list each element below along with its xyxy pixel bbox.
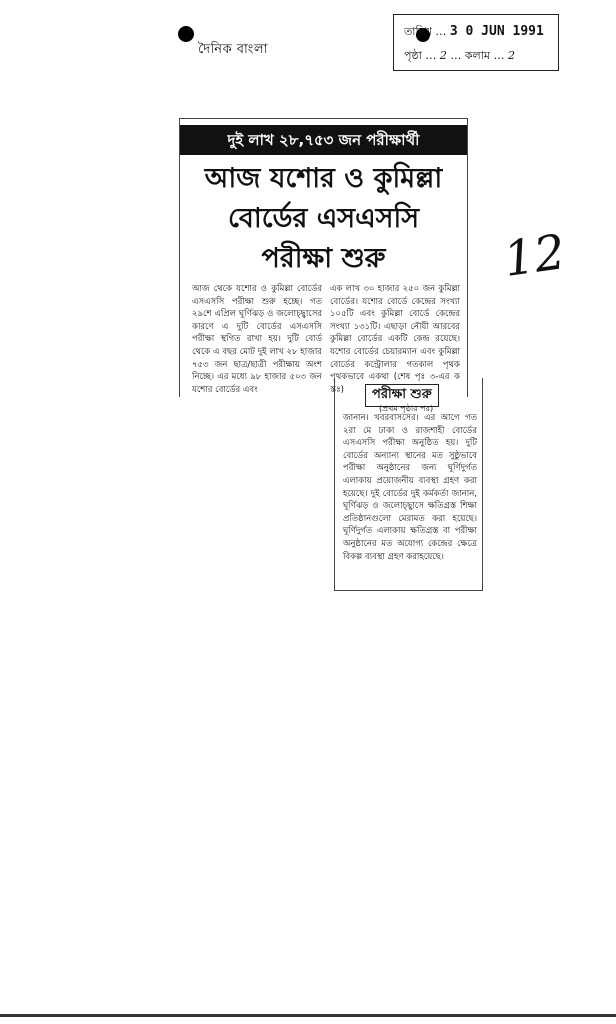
article-column-1: আজ থেকে যশোর ও কুমিল্লা বোর্ডের এসএসসি পরীক্ষা শুরু হচ্ছে। গত ২৯শে এপ্রিল ঘূর্ণিঝড় ও জলোচ্ছ্বাসের কারণে এ দুটি বোর্ডের এসএসসি পরীক্ষা স্থগিত রাখা হয়। দুটি বোর্ড থেকে এ বছর মোট দুই লাখ ২৮ হাজার ৭৫৩ জন ছাত্র/ছাত্রী পরীক্ষায় অংশ নিচ্ছে। এর মধ্যে ৯৮ হাজার ৫০৩ জন যশোর বোর্ডের এবং <box>192 284 322 395</box>
stamp-page-row: পৃষ্ঠা … 2 … কলাম … 2 <box>404 49 516 62</box>
date-stamp <box>393 14 559 71</box>
scan-edge <box>0 1014 616 1017</box>
headline-line-1: আজ যশোর ও কুমিল্লা <box>204 163 443 194</box>
stamp-date-row: তারিখ … 3 0 JUN 1991 <box>404 24 544 39</box>
headline-line-2: বোর্ডের এসএসসি <box>227 203 420 234</box>
article-column-2-text: এক লাখ ৩০ হাজার ২৫০ জন কুমিল্লা বোর্ডের। যশোর বোর্ডে কেন্দ্রের সংখ্যা ১০৫টি এবং কুমিল্লা বোর্ডে কেন্দ্রের সংখ্যা ১৩১টি। এছাড়া নৌযী আরবের কুমিল্লা বোর্ডের একটি কেন্দ্র রয়েছে। যশোর বোর্ডের চেয়ারম্যান এবং কুমিল্লা বোর্ডের কন্ট্রোলার গতকাল পৃথক পৃথকভাবে একথা <box>330 284 460 383</box>
stamp-column: 2 <box>508 49 516 62</box>
continuation-clipping <box>334 378 483 591</box>
continuation-body: জানান। খবরবাসসের। এর আগে গত ২রা মে ঢাকা ও রাজশাহী বোর্ডের এসএসসি পরীক্ষা অনুষ্ঠিত হয়। দুটি বোর্ডের অন্যান্য স্থানের মত সুষ্ঠুভাবে পরীক্ষা অনুষ্ঠানের জন্য ঘূর্ণিদুর্গত এলাকায় প্রয়োজনীয় ব্যবস্থা গ্রহণ করা হয়েছে। দুই বোর্ডের দুই কর্মকর্তা জানান, ঘূর্ণিঝড় ও জলোচ্ছ্বাসে ক্ষতিগ্রস্ত শিক্ষা প্রতিষ্ঠানগুলো মেরামত করা হয়েছে। ঘূর্ণিদুর্গত এলাকায় ক্ষতিগ্রস্ত বা পরীক্ষা অনুষ্ঠানের মত অযোগ্য কেন্দ্রের ক্ষেত্রে বিকল্প ব্যবস্থা গ্রহণ করাহয়েছে। <box>343 413 477 562</box>
stamp-date-label: তারিখ <box>404 25 432 38</box>
headline-line-3: পরীক্ষা শুরু <box>261 243 386 274</box>
stamp-column-label: কলাম <box>464 49 491 62</box>
stamp-page-label: পৃষ্ঠা <box>404 49 422 62</box>
handwritten-margin-number: 12 <box>500 224 569 288</box>
continued-note: (শেষ পৃঃ ৩-এর ক স্তঃ) <box>330 372 460 395</box>
continuation-subhead: পরীক্ষা শুরু <box>365 384 439 407</box>
continuation-note: (প্রথম পৃষ্ঠার পর) <box>379 404 434 413</box>
stamp-date: 3 0 JUN 1991 <box>449 24 544 39</box>
newspaper-source: দৈনিক বাংলা <box>198 42 268 57</box>
article-kicker: দুই লাখ ২৮,৭৫৩ জন পরীক্ষার্থী <box>180 125 467 155</box>
punch-dot <box>178 26 194 42</box>
article-headline <box>180 159 467 279</box>
article-clipping <box>179 118 468 397</box>
stamp-page: 2 <box>439 49 447 62</box>
